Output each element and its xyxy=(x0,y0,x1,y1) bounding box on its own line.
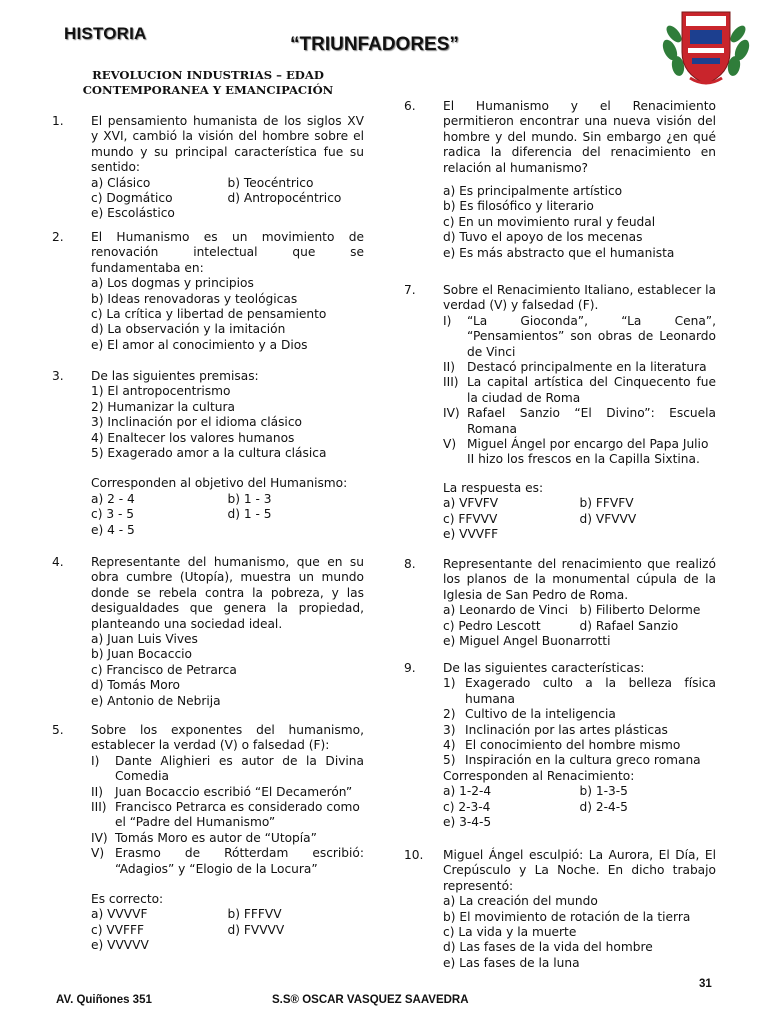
subject-title: HISTORIA xyxy=(64,24,147,43)
footer-address: AV. Quiñones 351 xyxy=(56,994,152,1006)
option-e: e) Miguel Angel Buonarrotti xyxy=(443,634,611,649)
question-text: De las siguientes premisas: xyxy=(91,369,259,383)
option-b: b) Ideas renovadoras y teológicas xyxy=(91,291,298,306)
question-prompt: La respuesta es: xyxy=(443,480,544,495)
question-7: 7. Sobre el Renacimiento Italiano, establecer la verdad (V) y falsedad (F). I) “La Gioconda”, “La Cena”, “Pensamientos” son obras de Leonardo de Vinci II) Destacó principalmente en la literatura III) La capital artística del Cinquecento fue la ciudad de Roma IV) Rafael Sanzio “El Divino”: Escuela Romana V) Miguel Ángel por encargo del Papa Julio II hizo los frescos en la Capilla Sixtina. La respuesta es: a) VFVFV b) FFVFV c) FFVVV d) VFVVV e) VVVFF xyxy=(404,283,716,542)
premise-3: 3) Inclinación por el idioma clásico xyxy=(91,415,302,430)
statement-5: V) Miguel Ángel por encargo del Papa Julio II hizo los frescos en la Capilla Sixtina. xyxy=(443,437,709,467)
premise-1: 1) El antropocentrismo xyxy=(91,384,231,399)
question-2: 2. El Humanismo es un movimiento de renovación intelectual que se fundamentaba en: a) Los dogmas y principios b) Ideas renovadoras y teológicas c) La crítica y libertad de pensamiento d) La observación y la imitación e) El amor al conocimiento y a Dios xyxy=(52,230,364,352)
option-e: e) VVVFF xyxy=(443,527,499,542)
question-1: 1. El pensamiento humanista de los siglos XV y XVI, cambió la visión del hombre sobre el mundo y su principal característica fue su sentido: a) Clásico b) Teocéntrico c) Dogmático d) Antropocéntrico e) Escolástico xyxy=(52,114,364,221)
characteristic-4: 4) El conocimiento del hombre mismo xyxy=(443,738,681,753)
characteristic-5: 5) Inspiración en la cultura greco romana xyxy=(443,753,701,768)
premise-2: 2) Humanizar la cultura xyxy=(91,399,235,414)
option-c: c) La vida y la muerte xyxy=(443,925,577,940)
option-a: a) Leonardo de Vinci xyxy=(443,603,569,618)
statement-2: II) Juan Bocaccio escribió “El Decamerón” xyxy=(91,784,353,799)
option-d: d) FVVVV xyxy=(227,922,285,937)
question-text: Representante del humanismo, que en su obra cumbre (Utopía), muestra un mundo donde se rebela contra la pobreza, y las desigualdades que genera la propiedad, planteando una sociedad ideal. xyxy=(91,555,364,631)
topic-heading: REVOLUCION INDUSTRIAS – EDAD CONTEMPORANEA Y EMANCIPACIÓN xyxy=(82,68,334,97)
option-b: b) Filiberto Delorme xyxy=(579,603,701,618)
option-b: b) 1 - 3 xyxy=(227,491,272,506)
option-b: b) Juan Bocaccio xyxy=(91,647,192,662)
option-d: d) Antropocéntrico xyxy=(227,191,342,206)
option-d: d) La observación y la imitación xyxy=(91,322,286,337)
option-e: e) 4 - 5 xyxy=(91,522,135,537)
option-e: e) 3-4-5 xyxy=(443,815,492,830)
page-number: 31 xyxy=(699,978,712,990)
statement-4: IV) Rafael Sanzio “El Divino”: Escuela Romana xyxy=(443,406,716,436)
school-crest-icon xyxy=(660,4,752,90)
school-title: “TRIUNFADORES” xyxy=(290,34,459,55)
question-3: 3. De las siguientes premisas: 1) El antropocentrismo 2) Humanizar la cultura 3) Inclinación por el idioma clásico 4) Enaltecer los valores humanos 5) Exagerado amor a la cultura clásica Corresponden al objetivo del Humanismo: a) 2 - 4 b) 1 - 3 c) 3 - 5 d) 1 - 5 e) 4 - 5 xyxy=(52,369,364,538)
question-text: De las siguientes características: xyxy=(443,661,645,675)
question-9: 9. De las siguientes características: 1) Exagerado culto a la belleza física humana 2) Cultivo de la inteligencia 3) Inclinación por las artes plásticas 4) El conocimiento del hombre mismo 5) Inspiración en la cultura greco romana Corresponden al Renacimiento: a) 1-2-4 b) 1-3-5 c) 2-3-4 d) 2-4-5 e) 3-4-5 xyxy=(404,661,716,830)
question-8: 8. Representante del renacimiento que realizó los planos de la monumental cúpula de la Iglesia de San Pedro de Roma. a) Leonardo de Vinci b) Filiberto Delorme c) Pedro Lescott d) Rafael Sanzio e) Miguel Angel Buonarrotti xyxy=(404,557,716,649)
option-c: c) VVFFF xyxy=(91,922,145,937)
question-prompt: Corresponden al objetivo del Humanismo: xyxy=(91,476,348,491)
option-b: b) FFFVV xyxy=(227,907,282,922)
question-text: El pensamiento humanista de los siglos XV y XVI, cambió la visión del hombre sobre el mundo y su principal característica fue su sentido: xyxy=(91,114,364,175)
question-4: 4. Representante del humanismo, que en su obra cumbre (Utopía), muestra un mundo donde se rebela contra la pobreza, y las desigualdades que genera la propiedad, planteando una sociedad ideal. a) Juan Luis Vives b) Juan Bocaccio c) Francisco de Petrarca d) Tomás Moro e) Antonio de Nebrija xyxy=(52,555,364,708)
question-prompt: Corresponden al Renacimiento: xyxy=(443,768,635,783)
characteristic-3: 3) Inclinación por las artes plásticas xyxy=(443,722,668,737)
option-a: a) Clásico xyxy=(91,175,151,190)
question-text: El Humanismo y el Renacimiento permitieron encontrar una nueva visión del hombre y del mundo. Sin embargo ¿en qué radica la diferencia del renacimiento en relación al humanismo? xyxy=(443,99,716,175)
question-text: Sobre el Renacimiento Italiano, establecer la verdad (V) y falsedad (F). xyxy=(443,283,716,313)
option-c: c) Dogmático xyxy=(91,191,173,206)
option-d: d) 2-4-5 xyxy=(579,799,628,814)
option-a: a) VFVFV xyxy=(443,496,499,511)
statement-1: I) “La Gioconda”, “La Cena”, “Pensamientos” son obras de Leonardo de Vinci xyxy=(443,313,716,359)
option-c: c) La crítica y libertad de pensamiento xyxy=(91,307,327,322)
statement-1: I) Dante Alighieri es autor de la Divina Comedia xyxy=(91,753,364,784)
option-b: b) El movimiento de rotación de la tierra xyxy=(443,909,691,924)
option-e: e) El amor al conocimiento y a Dios xyxy=(91,337,308,352)
question-prompt: Es correcto: xyxy=(91,892,164,907)
option-b: b) 1-3-5 xyxy=(579,784,628,799)
statement-3: III) Francisco Petrarca es considerado como el “Padre del Humanismo” xyxy=(91,800,360,830)
premise-5: 5) Exagerado amor a la cultura clásica xyxy=(91,446,327,461)
option-c: c) 3 - 5 xyxy=(91,507,134,522)
option-d: d) VFVVV xyxy=(579,511,637,526)
statement-3: III) La capital artística del Cinquecento fue la ciudad de Roma xyxy=(443,375,716,405)
option-b: b) Es filosófico y literario xyxy=(443,199,594,214)
characteristic-1: 1) Exagerado culto a la belleza física humana xyxy=(443,676,716,706)
statement-2: II) Destacó principalmente en la literatura xyxy=(443,360,707,375)
question-text: Miguel Ángel esculpió: La Aurora, El Día, El Crepúsculo y La Noche. En dicho trabajo representó: xyxy=(443,848,716,893)
option-b: b) Teocéntrico xyxy=(227,175,314,190)
option-c: c) 2-3-4 xyxy=(443,799,491,814)
option-d: d) Tomás Moro xyxy=(91,678,180,693)
option-a: a) Los dogmas y principios xyxy=(91,276,254,291)
option-a: a) Es principalmente artístico xyxy=(443,184,623,199)
footer-author: S.S® OSCAR VASQUEZ SAAVEDRA xyxy=(272,994,469,1006)
option-c: c) FFVVV xyxy=(443,511,498,526)
option-c: c) Francisco de Petrarca xyxy=(91,662,237,677)
option-a: a) 2 - 4 xyxy=(91,491,135,506)
option-a: a) 1-2-4 xyxy=(443,784,492,799)
option-b: b) FFVFV xyxy=(579,496,634,511)
question-5: 5. Sobre los exponentes del humanismo, establecer la verdad (V) o falsedad (F): I) Dante Alighieri es autor de la Divina Comedia II) Juan Bocaccio escribió “El Decamerón” III) Francisco Petrarca es considerado como el “Padre del Humanismo” IV) Tomás Moro es autor de “Utopía” V) Erasmo de Rótterdam escribió: “Adagios” y “Elogio de la Locura” Es correcto: a) VVVVF b) FFFVV c) VVFFF d) FVVVV e) VVVVV xyxy=(52,723,364,953)
option-e: e) Escolástico xyxy=(91,206,175,221)
option-e: e) Es más abstracto que el humanista xyxy=(443,245,675,260)
option-d: d) Tuvo el apoyo de los mecenas xyxy=(443,230,643,245)
option-e: e) VVVVV xyxy=(91,938,149,953)
premise-4: 4) Enaltecer los valores humanos xyxy=(91,430,295,445)
option-e: e) Las fases de la luna xyxy=(443,955,580,970)
option-d: d) Rafael Sanzio xyxy=(579,618,679,633)
option-a: a) Juan Luis Vives xyxy=(91,632,198,647)
option-e: e) Antonio de Nebrija xyxy=(91,693,221,708)
question-text: El Humanismo es un movimiento de renovación intelectual que se fundamentaba en: xyxy=(91,230,364,275)
statement-5: V) Erasmo de Rótterdam escribió: “Adagios” y “Elogio de la Locura” xyxy=(91,846,364,876)
option-a: a) La creación del mundo xyxy=(443,894,598,909)
question-6: 6. El Humanismo y el Renacimiento permitieron encontrar una nueva visión del hombre y del mundo. Sin embargo ¿en qué radica la diferencia del renacimiento en relación al humanismo? a) Es principalmente artístico b) Es filosófico y literario c) En un movimiento rural y feudal d) Tuvo el apoyo de los mecenas e) Es más abstracto que el humanista xyxy=(404,99,716,260)
option-a: a) VVVVF xyxy=(91,907,148,922)
option-d: d) 1 - 5 xyxy=(227,507,272,522)
option-c: c) En un movimiento rural y feudal xyxy=(443,214,656,229)
option-d: d) Las fases de la vida del hombre xyxy=(443,940,653,955)
question-10: 10. Miguel Ángel esculpió: La Aurora, El Día, El Crepúsculo y La Noche. En dicho trabajo representó: a) La creación del mundo b) El movimiento de rotación de la tierra c) La vida y la muerte d) Las fases de la vida del hombre e) Las fases de la luna xyxy=(404,848,716,970)
statement-4: IV) Tomás Moro es autor de “Utopía” xyxy=(91,830,317,845)
characteristic-2: 2) Cultivo de la inteligencia xyxy=(443,707,616,722)
question-text: Representante del renacimiento que realizó los planos de la monumental cúpula de la Iglesia de San Pedro de Roma. xyxy=(443,557,716,602)
option-c: c) Pedro Lescott xyxy=(443,618,541,633)
question-text: Sobre los exponentes del humanismo, establecer la verdad (V) o falsedad (F): xyxy=(91,723,364,753)
